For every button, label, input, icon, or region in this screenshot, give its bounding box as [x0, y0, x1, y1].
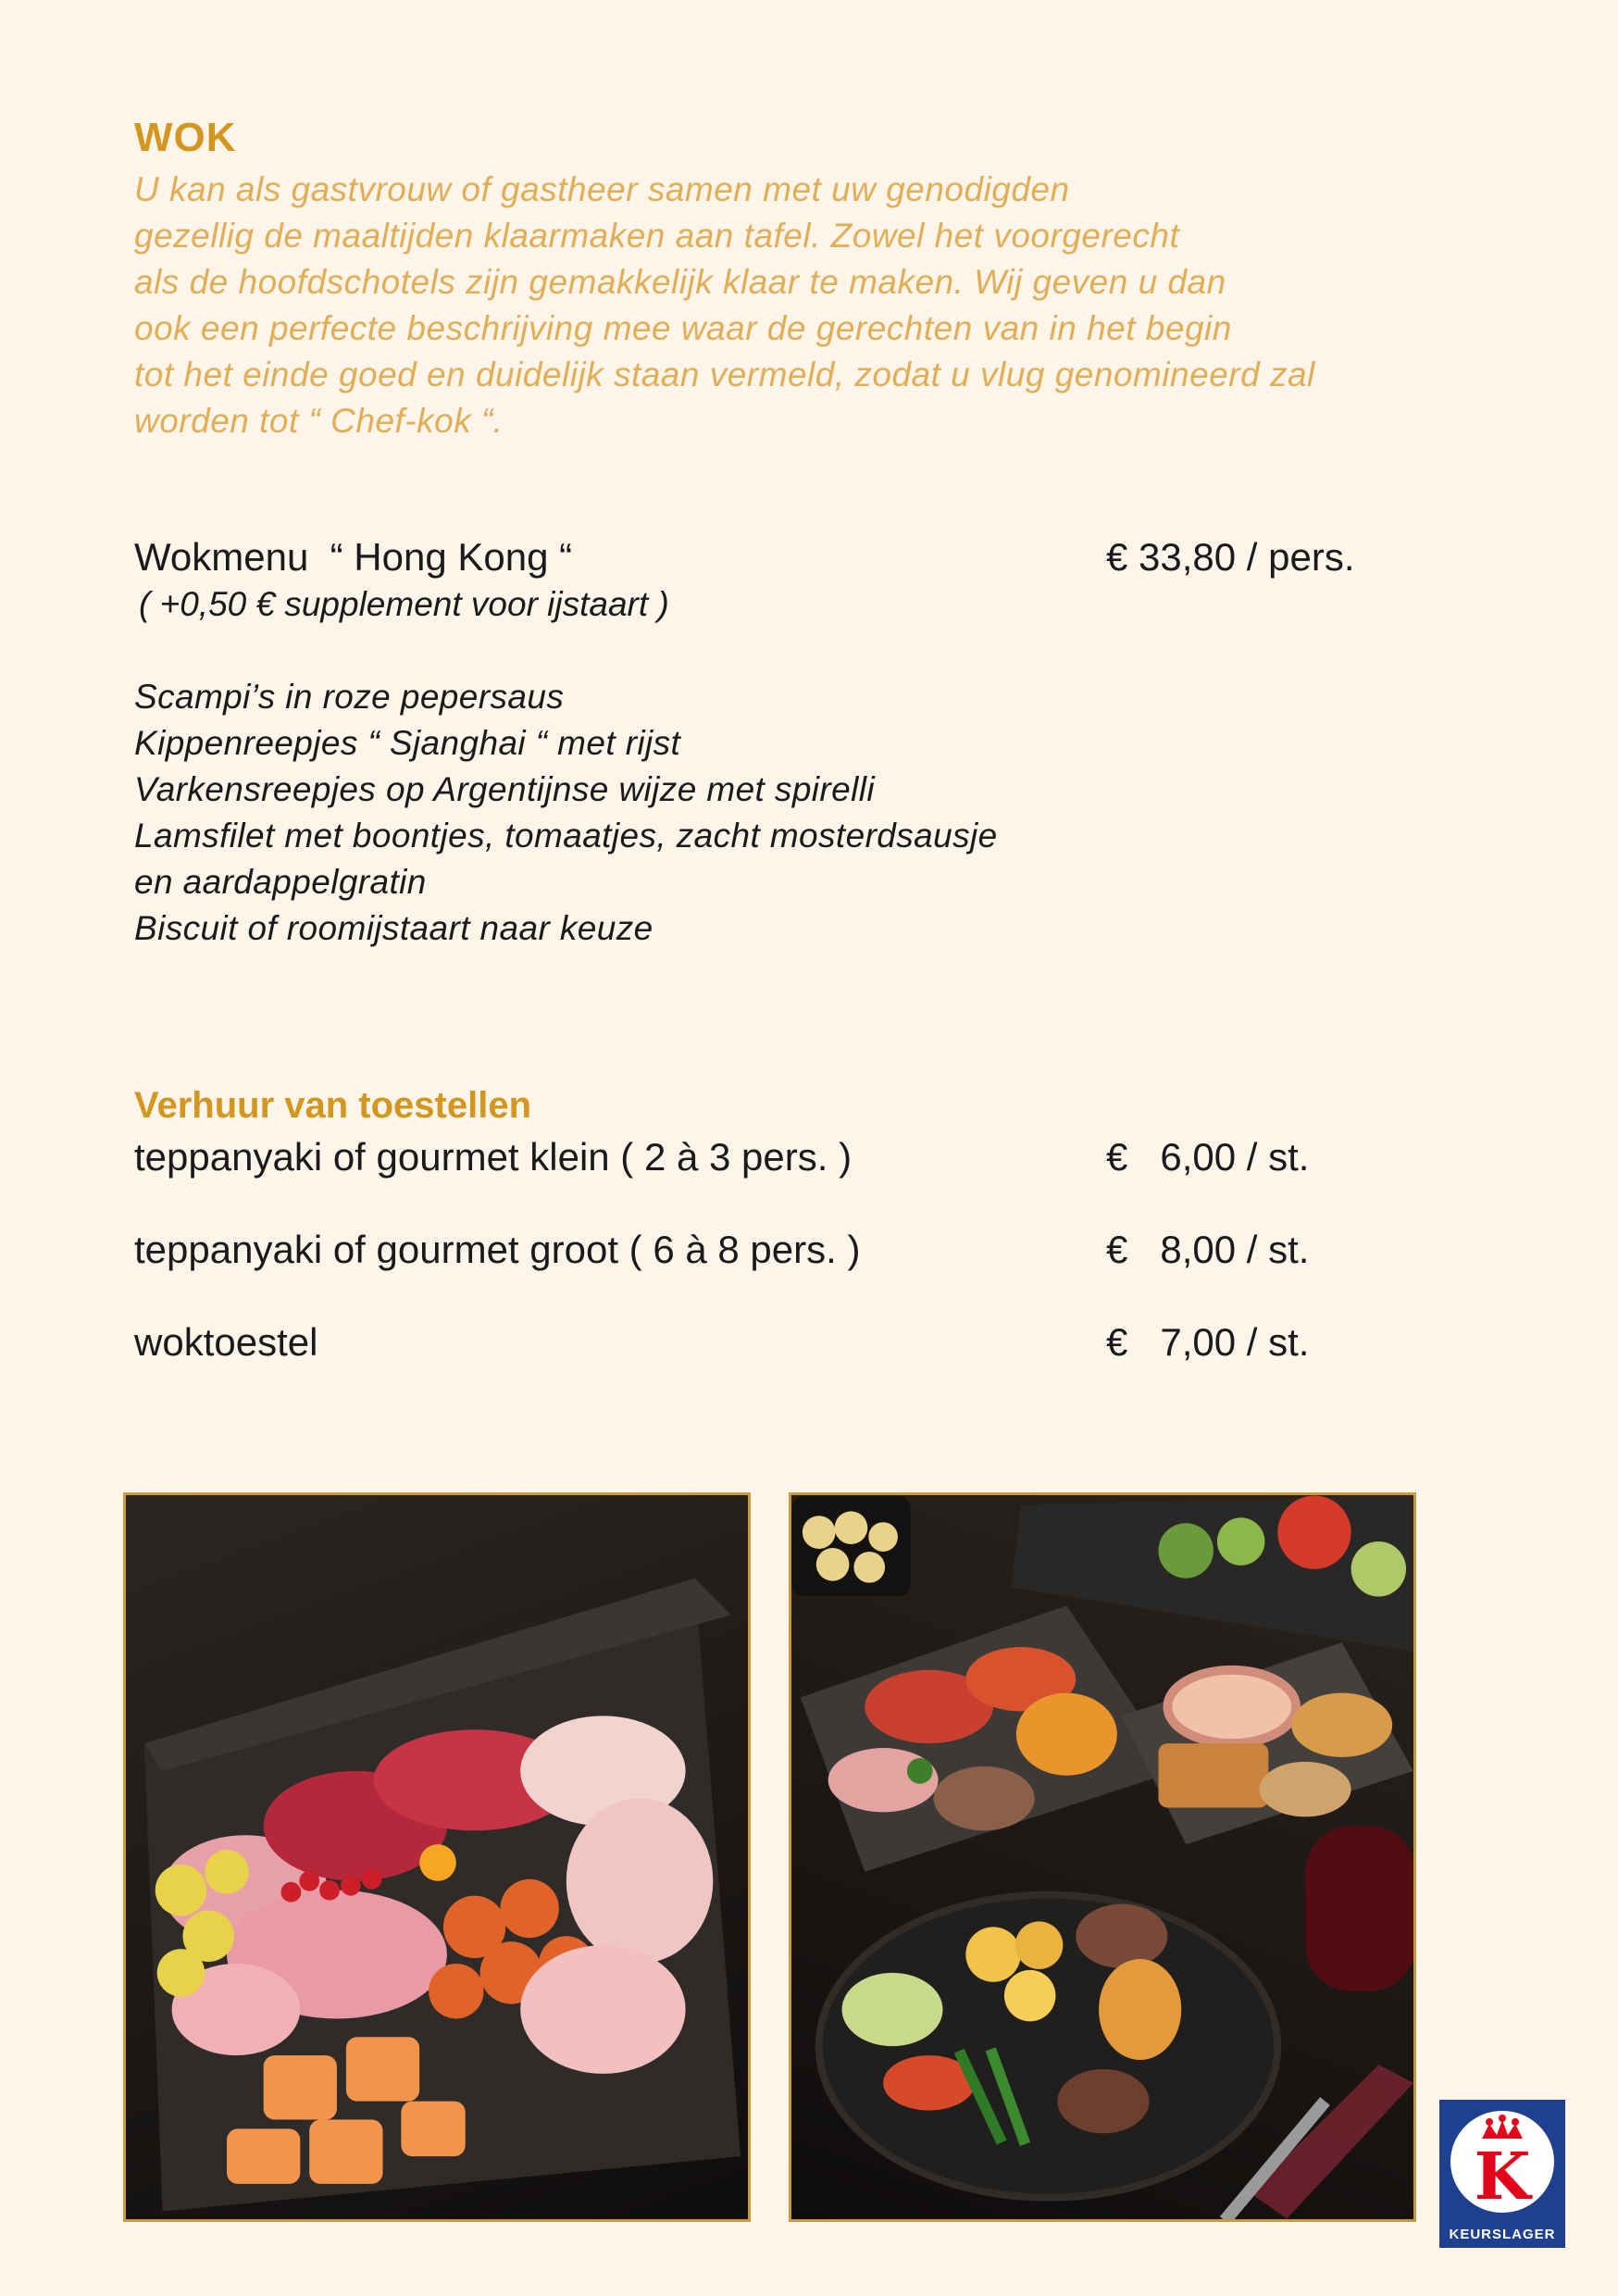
wokmenu-row: [134, 535, 1412, 580]
wokmenu-price: € 33,80 / pers.: [1106, 535, 1355, 579]
wok-title: WOK: [134, 115, 237, 160]
gourmet-platter-illustration: [126, 1495, 748, 2219]
logo-letter: K: [1474, 2138, 1531, 2213]
wokmenu-supplement: ( +0,50 € supplement voor ijstaart ): [139, 585, 669, 623]
course-item: Varkensreepjes op Argentijnse wijze met spirelli: [134, 770, 875, 808]
rental-item-price: € 7,00 / st.: [1106, 1320, 1310, 1364]
rental-item-price: € 6,00 / st.: [1106, 1135, 1310, 1179]
intro-line: ook een perfecte beschrijving mee waar de gerechten van in het begin: [134, 309, 1232, 347]
course-list: [134, 674, 998, 952]
intro-line: als de hoofdschotels zijn gemakkelijk klaar te maken. Wij geven u dan: [134, 263, 1226, 301]
crown-icon: [1450, 2111, 1554, 2213]
gourmet-platter-photo: [123, 1492, 751, 2222]
rental-item-name: teppanyaki of gourmet groot ( 6 à 8 pers. ): [134, 1228, 861, 1271]
intro-line: tot het einde goed en duidelijk staan vermeld, zodat u vlug genomineerd zal: [134, 356, 1315, 393]
rental-item: [134, 1320, 1476, 1365]
logo-text: KEURSLAGER: [1449, 2227, 1556, 2242]
keurslager-logo: [1439, 2100, 1565, 2248]
rental-item-name: woktoestel: [134, 1320, 318, 1364]
course-item: en aardappelgratin: [134, 863, 427, 901]
rental-item: [134, 1135, 1476, 1179]
intro-line: worden tot “ Chef-kok “.: [134, 402, 504, 440]
logo-badge: [1450, 2111, 1554, 2213]
course-item: Lamsfilet met boontjes, tomaatjes, zacht mosterdsausje: [134, 817, 998, 855]
intro-line: gezellig de maaltijden klaarmaken aan tafel. Zowel het voorgerecht: [134, 217, 1180, 255]
rental-title: Verhuur van toestellen: [134, 1085, 532, 1126]
cooked-gourmet-illustration: [791, 1495, 1413, 2219]
rental-item: [134, 1228, 1476, 1272]
wokmenu-name: Wokmenu “ Hong Kong “: [134, 535, 573, 579]
rental-item-name: teppanyaki of gourmet klein ( 2 à 3 pers. ): [134, 1135, 853, 1179]
wok-intro: [134, 167, 1523, 444]
course-item: Scampi’s in roze pepersaus: [134, 678, 565, 716]
course-item: Kippenreepjes “ Sjanghai “ met rijst: [134, 724, 681, 762]
course-item: Biscuit of roomijstaart naar keuze: [134, 909, 653, 947]
intro-line: U kan als gastvrouw of gastheer samen met uw genodigden: [134, 170, 1070, 208]
cooked-gourmet-photo: [789, 1492, 1416, 2222]
rental-item-price: € 8,00 / st.: [1106, 1228, 1310, 1271]
